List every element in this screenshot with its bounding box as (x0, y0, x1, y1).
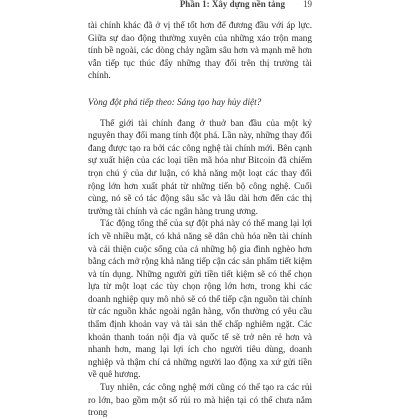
section-heading: Vòng đột phá tiếp theo: Sáng tạo hay hủy diệt? (88, 96, 262, 107)
page-number: 19 (303, 0, 312, 9)
paragraph-1: Thế giới tài chính đang ở thuở ban đầu của một kỷ nguyên thay đổi mang tính đột phá. Lần này, những thay đổi đang được tạo ra bởi các công nghệ tài chính mới. Bên cạnh sự xuất hiện của các loại tiền mã hóa như Bitcoin đã chiếm trọn chú ý của dư luận, có khả năng một loạt các thay đổi rộng lớn hơn xuất phát từ những tiến bộ công nghệ. Cuối cùng, nó sẽ có tác động sâu sắc và lâu dài hơn đến các thị trường tài chính và các ngân hàng trung ương. (88, 117, 312, 216)
page-body (88, 19, 312, 419)
chapter-title: Phần 1: Xây dựng nền tảng (179, 0, 285, 9)
running-header (88, 0, 312, 12)
paragraph-3: Tuy nhiên, các công nghệ mới cũng có thể tạo ra các rủi ro lớn, bao gồm một số rủi ro mà hiện tại có thể chưa nắm trong (88, 382, 312, 418)
paragraph-2: Tác động tổng thể của sự đột phá này có thể mang lại lợi ích về nhiều mặt, có khả năng sẽ dân chủ hóa nền tài chính và cải thiện cuộc sống của cả những hộ gia đình nghèo hơn bằng cách mở rộng khả năng tiếp cận các sản phẩm tiết kiệm và tín dụng. Những người gửi tiền tiết kiệm sẽ có thể chọn lựa từ một loạt các tùy chọn rộng lớn hơn, trong khi các doanh nghiệp quy mô nhỏ sẽ có thể tiếp cận nguồn tài chính từ các nguồn khác ngoài ngân hàng, vốn thường có yêu cầu thẩm định khoản vay và tài sản thế chấp nghiêm ngặt. Các khoản thanh toán nội địa và quốc tế sẽ trở nên rẻ hơn và nhanh hơn, mang lại lợi ích cho người tiêu dùng, doanh nghiệp và thậm chí cả những người lao động xa xứ gửi tiền về quê hương. (88, 218, 312, 380)
paragraph-continued: tài chính khác đã ở vị thế tốt hơn để đương đầu với áp lực. Giữa sự dao động thường xuyên của những xáo trộn mang tính bề ngoài, các dòng chảy ngầm sâu hơn và mạnh mẽ hơn vẫn tiếp tục thúc đẩy những thay đổi trên thị trường tài chính. (88, 20, 312, 81)
